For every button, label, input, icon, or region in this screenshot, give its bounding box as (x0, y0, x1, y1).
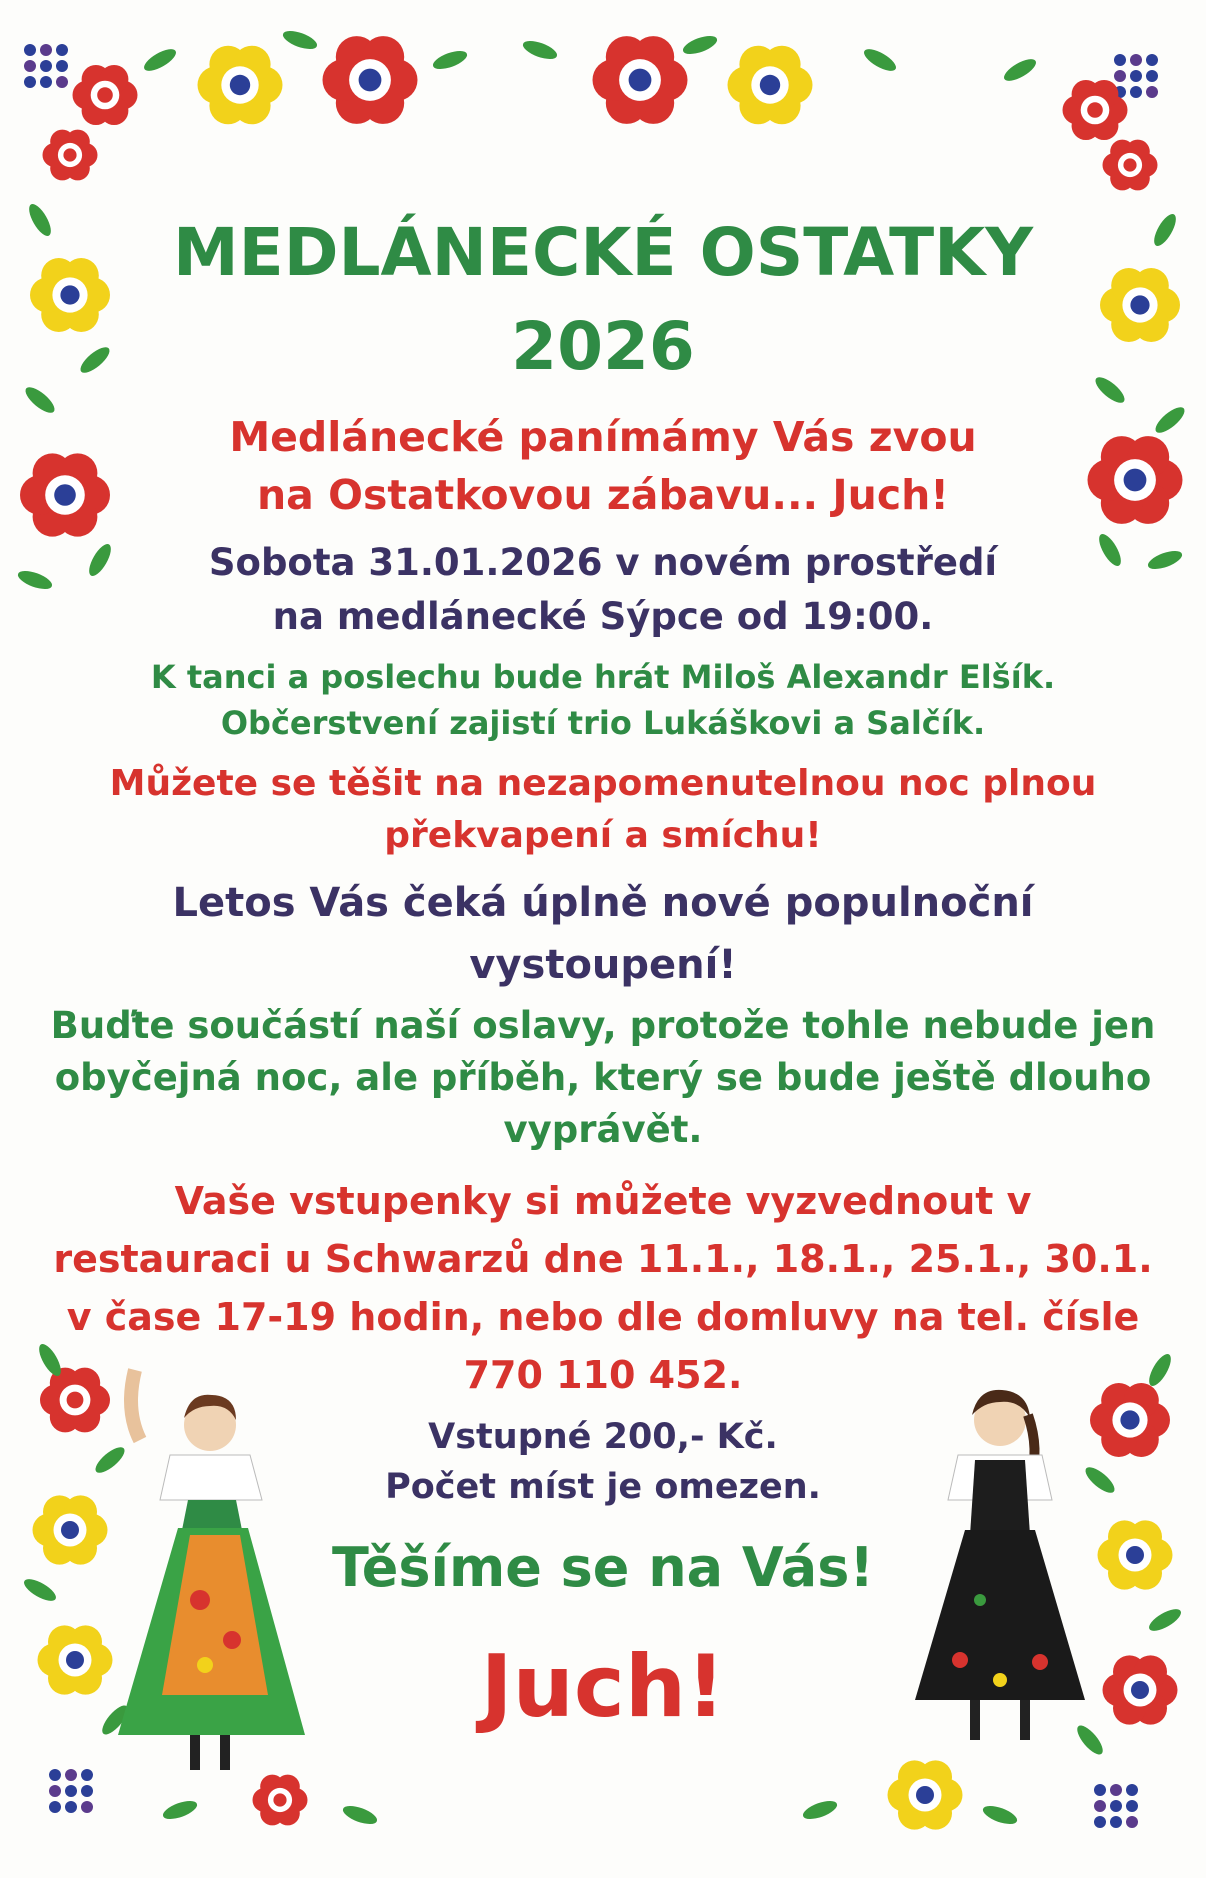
folk-flower-icon (73, 65, 138, 125)
folk-flower-icon (1103, 140, 1158, 191)
show-line: Letos Vás čeká úplně nové populnoční (172, 880, 1034, 926)
leaf-icon (861, 45, 899, 75)
join-line: vyprávět. (503, 1108, 703, 1151)
folk-flower-icon (728, 46, 813, 125)
leaf-icon (981, 1802, 1020, 1827)
tickets-line: restauraci u Schwarzů dne 11.1., 18.1., 25.1., 30.1. (53, 1237, 1153, 1281)
join-line: obyčejná noc, ale příběh, který se bude ještě dlouho (54, 1056, 1152, 1099)
leaf-icon (1146, 1605, 1184, 1635)
folk-flower-icon (1063, 80, 1128, 140)
tickets-line: v čase 17-19 hodin, nebo dle domluvy na tel. čísle (66, 1295, 1140, 1339)
price-line: Vstupné 200,- Kč. (428, 1417, 778, 1457)
folk-flower-icon (323, 36, 418, 124)
music-line: Občerstvení zajistí trio Lukáškovi a Salčík. (220, 704, 986, 742)
invitation-text (0, 408, 1206, 524)
music-catering-text (0, 654, 1206, 746)
leaf-icon (341, 1802, 380, 1827)
leaf-icon (431, 47, 470, 72)
leaf-icon (161, 1797, 200, 1822)
expectation-text (0, 758, 1206, 862)
price-info (0, 1412, 1206, 1512)
leaf-icon (521, 37, 560, 62)
leaf-icon (281, 27, 320, 52)
date-venue-text (0, 536, 1206, 644)
tickets-line: Vaše vstupenky si můžete vyzvednout v (174, 1179, 1032, 1223)
juch-text: Juch! (480, 1637, 726, 1737)
berries-icon (1114, 54, 1158, 98)
leaf-icon (681, 32, 720, 57)
folk-flower-icon (888, 1760, 963, 1829)
capacity-line: Počet míst je omezen. (385, 1467, 821, 1507)
leaf-icon (801, 1797, 840, 1822)
berries-icon (49, 1769, 93, 1813)
tickets-phone: 770 110 452. (463, 1353, 743, 1397)
title-year: 2026 (511, 308, 695, 385)
folk-flower-icon (253, 1775, 308, 1826)
date-line: na medlánecké Sýpce od 19:00. (272, 595, 934, 638)
invite-line: Medlánecké panímámy Vás zvou (229, 413, 977, 461)
expect-line: Můžete se těšit na nezapomenutelnou noc plnou (109, 763, 1097, 804)
berries-icon (1094, 1784, 1138, 1828)
music-line: K tanci a poslechu bude hrát Miloš Alexandr Elšík. (150, 658, 1056, 696)
join-text (0, 1000, 1206, 1156)
date-line: Sobota 31.01.2026 v novém prostředí (208, 541, 998, 584)
title-line: MEDLÁNECKÉ OSTATKY (172, 214, 1034, 291)
leaf-icon (141, 45, 179, 75)
tickets-info (0, 1172, 1206, 1404)
show-line: vystoupení! (469, 942, 737, 988)
event-title (0, 206, 1206, 394)
folk-flower-icon (593, 36, 688, 124)
show-announcement (0, 872, 1206, 996)
leaf-icon (1001, 55, 1039, 85)
invite-line: na Ostatkovou zábavu... Juch! (256, 471, 950, 519)
join-line: Buďte součástí naší oslavy, protože tohle nebude jen (50, 1004, 1156, 1047)
berries-icon (24, 44, 68, 88)
folk-flower-icon (43, 130, 98, 181)
see-you-text: Těšíme se na Vás! (332, 1536, 874, 1599)
expect-line: překvapení a smíchu! (384, 815, 822, 856)
folk-flower-icon (198, 46, 283, 125)
